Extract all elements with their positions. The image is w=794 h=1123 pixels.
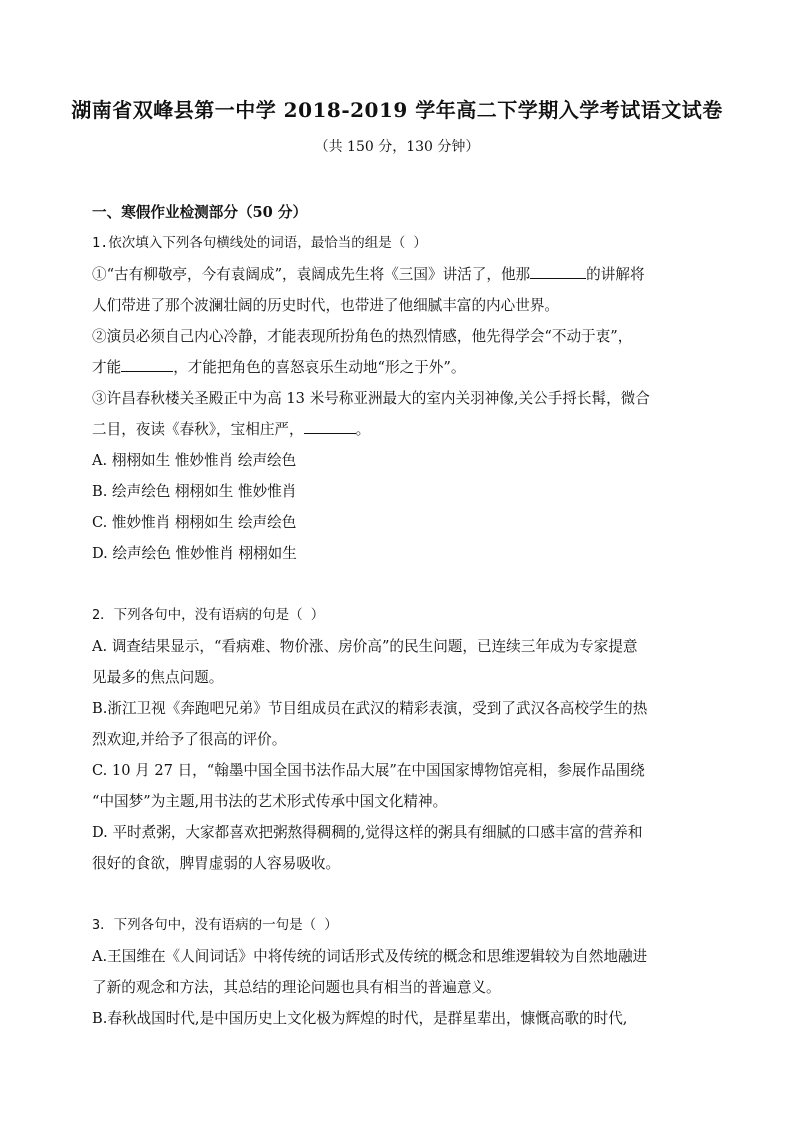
option-b: B.浙江卫视《奔跑吧兄弟》节目组成员在武汉的精彩表演，受到了武汉各高校学生的热 (92, 700, 648, 717)
item-text: 。 (355, 421, 371, 438)
option-c: C. 10 月 27 日，“翰墨中国全国书法作品大展”在中国国家博物馆亮相，参展作品围绕 (92, 762, 645, 779)
question-1 (92, 228, 712, 569)
option-d: D. 绘声绘色 惟妙惟肖 栩栩如生 (92, 545, 297, 562)
item-text: ①“古有柳敬亭，今有袁阔成”，袁阔成先生将《三国》讲活了，他那 (92, 266, 531, 283)
option-d: D. 平时煮粥，大家都喜欢把粥熬得稠稠的,觉得这样的粥具有细腻的口感丰富的营养和 (92, 824, 643, 841)
page-title: 湖南省双峰县第一中学 2018-2019 学年高二下学期入学考试语文试卷 (71, 98, 723, 122)
question-stem: 3．下列各句中，没有语病的一句是（ ） (92, 917, 338, 933)
option-b: B.春秋战国时代,是中国历史上文化极为辉煌的时代，是群星辈出，慷慨高歌的时代, (92, 1010, 628, 1027)
answer-blank (304, 417, 356, 434)
item-text: 人们带进了那个波澜壮阔的历史时代，也带进了他细腻丰富的内心世界。 (92, 297, 560, 314)
answer-blank (530, 262, 586, 279)
spacer (92, 879, 712, 910)
page-subtitle: （共 150 分，130 分钟） (314, 139, 480, 155)
question-item: ③许昌春秋楼关圣殿正中为高 13 米号称亚洲最大的室内关羽神像,关公手捋长髯，微合 (92, 390, 650, 407)
section-heading: 一、寒假作业检测部分（50 分） (92, 204, 308, 221)
option-a: A. 调查结果显示，“看病难、物价涨、房价高”的民生问题，已连续三年成为专家提意 (92, 638, 638, 655)
spacer (92, 569, 712, 600)
option-c: C. 惟妙惟肖 栩栩如生 绘声绘色 (92, 514, 297, 531)
option-a-cont: 了新的观念和方法，其总结的理论问题也具有相当的普遍意义。 (92, 979, 501, 996)
option-a-cont: 见最多的焦点问题。 (92, 669, 224, 686)
item-text: 二目，夜读《春秋》，宝相庄严， (92, 421, 304, 438)
question-3 (92, 910, 712, 1034)
option-b: B. 绘声绘色 栩栩如生 惟妙惟肖 (92, 483, 297, 500)
exam-content (92, 197, 712, 1034)
question-2 (92, 600, 712, 879)
option-d-cont: 很好的食欲，脾胃虚弱的人容易吸收。 (92, 855, 341, 872)
question-item (92, 414, 712, 445)
option-a: A.王国维在《人间词话》中将传统的词话形式及传统的概念和思维逻辑较为自然地融进 (92, 948, 648, 965)
item-text: ，才能把角色的喜怒哀乐生动地“形之于外”。 (173, 359, 466, 376)
question-stem: 2．下列各句中，没有语病的句是（ ） (92, 607, 325, 623)
question-stem: 1.依次填入下列各句横线处的词语，最恰当的组是（ ） (92, 235, 427, 251)
question-item (92, 352, 712, 383)
item-text: 的讲解将 (586, 266, 645, 283)
question-item: ②演员必须自己内心冷静，才能表现所扮角色的热烈情感，他先得学会“不动于衷”， (92, 328, 633, 345)
question-item (92, 259, 712, 290)
answer-blank (121, 355, 173, 372)
item-text: 才能 (92, 359, 122, 376)
option-c-cont: “中国梦”为主题,用书法的艺术形式传承中国文化精神。 (92, 793, 448, 810)
option-a: A. 栩栩如生 惟妙惟肖 绘声绘色 (92, 452, 297, 469)
option-b-cont: 烈欢迎,并给予了很高的评价。 (92, 731, 287, 748)
